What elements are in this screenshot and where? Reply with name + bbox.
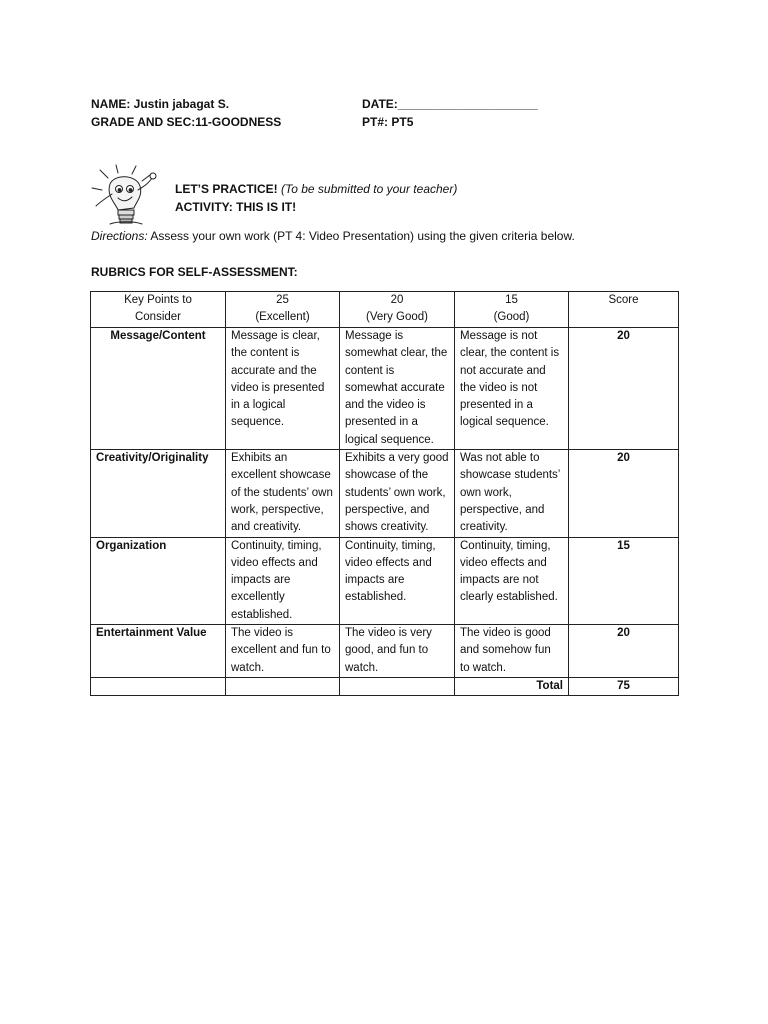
score-cell: 20 [569, 328, 679, 450]
grade-value: 11-GOODNESS [195, 115, 282, 129]
very-good-cell: The video is very good, and fun to watch. [340, 625, 455, 678]
excellent-cell: Exhibits an excellent showcase of the students’ own work, perspective, and creativity. [226, 450, 340, 537]
empty-cell [340, 677, 455, 695]
total-row [91, 677, 679, 695]
excellent-cell: The video is excellent and fun to watch. [226, 625, 340, 678]
grade-label: GRADE AND SEC: [91, 115, 196, 129]
excellent-cell: Message is clear, the content is accurate and the video is presented in a logical sequence. [226, 328, 340, 450]
table-row [91, 625, 679, 678]
score-cell: 15 [569, 537, 679, 624]
grade-line [91, 113, 281, 131]
practice-line [175, 180, 457, 198]
practice-block [175, 180, 457, 216]
very-good-cell: Continuity, timing, video effects and impacts are established. [340, 537, 455, 624]
excellent-cell: Continuity, timing, video effects and impacts are excellently established. [226, 537, 340, 624]
pt-label: PT#: [362, 115, 389, 129]
header-line: (Very Good) [366, 311, 428, 324]
score-cell: 20 [569, 450, 679, 537]
total-label: Total [455, 677, 569, 695]
criterion-cell: Creativity/Originality [91, 450, 226, 537]
name-label: NAME: [91, 97, 131, 111]
header-line: 20 [390, 294, 404, 306]
header-good [455, 292, 569, 328]
name-line [91, 95, 281, 113]
criterion-cell: Message/Content [91, 328, 226, 450]
rubric-title: RUBRICS FOR SELF-ASSESSMENT: [91, 265, 298, 279]
criterion-cell: Entertainment Value [91, 625, 226, 678]
practice-note: (To be submitted to your teacher) [281, 182, 458, 196]
rubric-table [90, 291, 679, 696]
table-header-row [91, 292, 679, 328]
total-value: 75 [569, 677, 679, 695]
score-cell: 20 [569, 625, 679, 678]
table-row [91, 537, 679, 624]
header-line: 25 [276, 294, 289, 306]
empty-cell [91, 677, 226, 695]
header-line: (Excellent) [255, 311, 310, 324]
good-cell: Message is not clear, the content is not accurate and the video is not presented in a logical sequence. [455, 328, 569, 450]
student-info [91, 95, 281, 131]
very-good-cell: Message is somewhat clear, the content is somewhat accurate and the video is presented in a logical sequence. [340, 328, 455, 450]
empty-cell [226, 677, 340, 695]
header-key-points [91, 292, 226, 328]
header-excellent [226, 292, 340, 328]
very-good-cell: Exhibits a very good showcase of the students’ own work, perspective, and shows creativity. [340, 450, 455, 537]
good-cell: The video is good and somehow fun to watch. [455, 625, 569, 678]
directions-label: Directions: [91, 229, 148, 243]
criterion-cell: Organization [91, 537, 226, 624]
header-score [569, 292, 679, 328]
good-cell: Was not able to showcase students’ own work, perspective, and creativity. [455, 450, 569, 537]
date-pt-info [362, 95, 538, 131]
pt-line [362, 113, 538, 131]
directions [91, 227, 575, 245]
activity-title: ACTIVITY: THIS IS IT! [175, 200, 297, 214]
directions-text: Assess your own work (PT 4: Video Presentation) using the given criteria below. [150, 229, 575, 243]
pt-value: PT5 [391, 115, 414, 129]
table-row [91, 328, 679, 450]
date-blank: _____________________ [397, 97, 538, 111]
good-cell: Continuity, timing, video effects and impacts are not clearly established. [455, 537, 569, 624]
date-line [362, 95, 538, 113]
header-line: Score [608, 294, 639, 306]
practice-title: LET’S PRACTICE! [175, 182, 278, 196]
header-line: (Good) [493, 311, 530, 324]
header-very-good [340, 292, 455, 328]
date-label: DATE: [362, 97, 398, 111]
header-line: Consider [134, 311, 182, 324]
lightbulb-mascot-icon [88, 164, 174, 226]
name-value: Justin jabagat S. [133, 97, 230, 111]
header-line: 15 [505, 294, 518, 306]
table-row [91, 450, 679, 537]
header-line: Key Points to [124, 294, 192, 306]
